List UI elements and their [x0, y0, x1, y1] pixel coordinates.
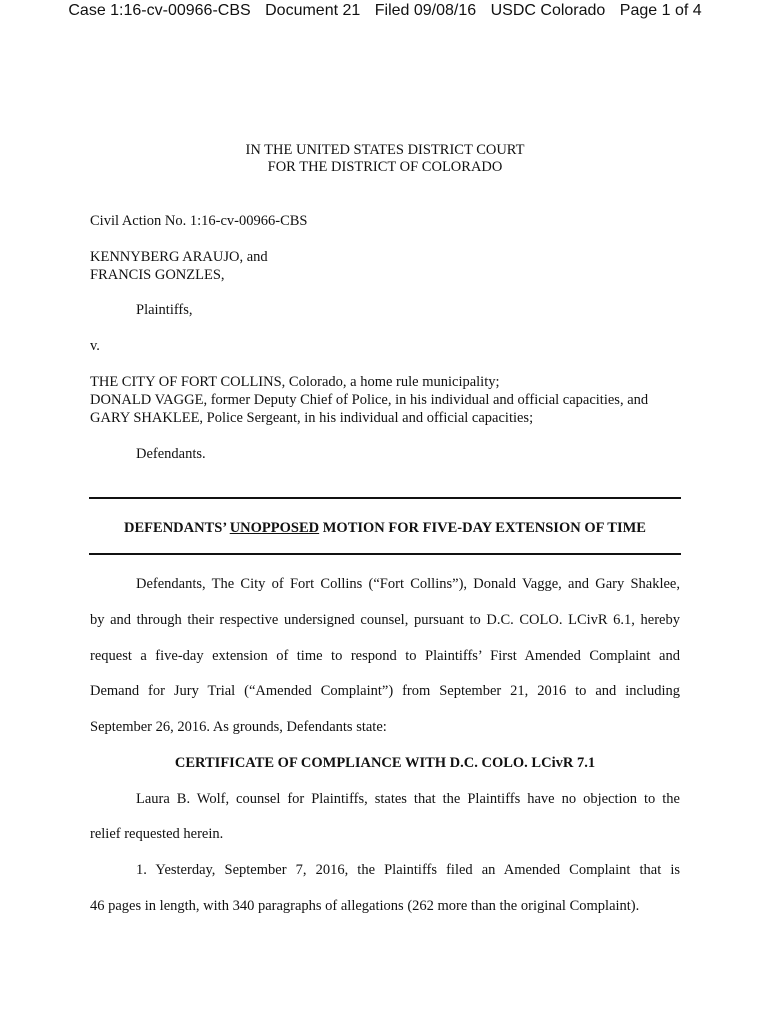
title-rule-bottom: [89, 553, 681, 555]
paragraph-1-line-4: Demand for Jury Trial (“Amended Complaint”) from September 21, 2016 to and including: [90, 683, 680, 699]
plaintiff-2: FRANCIS GONZLES,: [90, 267, 225, 283]
motion-title: [0, 519, 770, 537]
court-line-1: IN THE UNITED STATES DISTRICT COURT: [245, 142, 525, 158]
paragraph-1-line-2: by and through their respective undersigned counsel, pursuant to D.C. COLO. LCivR 6.1, hereby: [90, 612, 680, 628]
defendant-2: DONALD VAGGE, former Deputy Chief of Police, in his individual and official capacities, and: [90, 392, 649, 408]
defendant-3: GARY SHAKLEE, Police Sergeant, in his individual and official capacities;: [90, 410, 534, 426]
plaintiff-1: KENNYBERG ARAUJO, and: [90, 249, 268, 265]
certificate-heading: CERTIFICATE OF COMPLIANCE WITH D.C. COLO. LCivR 7.1: [174, 755, 596, 771]
defendants-label: Defendants.: [136, 446, 206, 462]
court-short: USDC Colorado: [490, 2, 606, 19]
page-indicator: Page 1 of 4: [619, 2, 702, 19]
title-rule-top: [89, 497, 681, 499]
page-header: [0, 2, 770, 20]
paragraph-3-line-2: 46 pages in length, with 340 paragraphs of allegations (262 more than the original Complaint).: [90, 898, 640, 914]
civil-action-number: Civil Action No. 1:16-cv-00966-CBS: [90, 213, 308, 229]
title-before: DEFENDANTS’: [124, 520, 230, 536]
title-underlined: UNOPPOSED: [229, 520, 320, 536]
paragraph-1-line-5: September 26, 2016. As grounds, Defendants state:: [90, 719, 387, 735]
paragraph-1-line-1: Defendants, The City of Fort Collins (“Fort Collins”), Donald Vagge, and Gary Shaklee,: [136, 576, 680, 592]
paragraph-1-line-3: request a five-day extension of time to respond to Plaintiffs’ First Amended Complaint and: [90, 648, 680, 664]
defendant-1: THE CITY OF FORT COLLINS, Colorado, a home rule municipality;: [90, 374, 500, 390]
title-after: MOTION FOR FIVE-DAY EXTENSION OF TIME: [319, 520, 646, 536]
document-number: Document 21: [265, 2, 361, 19]
paragraph-3-line-1: 1. Yesterday, September 7, 2016, the Plaintiffs filed an Amended Complaint that is: [136, 862, 680, 878]
plaintiffs-label: Plaintiffs,: [136, 302, 193, 318]
paragraph-2-line-2: relief requested herein.: [90, 826, 224, 842]
paragraph-2-line-1: Laura B. Wolf, counsel for Plaintiffs, states that the Plaintiffs have no objection to the: [136, 791, 680, 807]
case-number: Case 1:16-cv-00966-CBS: [68, 2, 251, 19]
filed-date: Filed 09/08/16: [374, 2, 477, 19]
versus: v.: [90, 338, 100, 354]
court-line-2: FOR THE DISTRICT OF COLORADO: [267, 159, 503, 175]
